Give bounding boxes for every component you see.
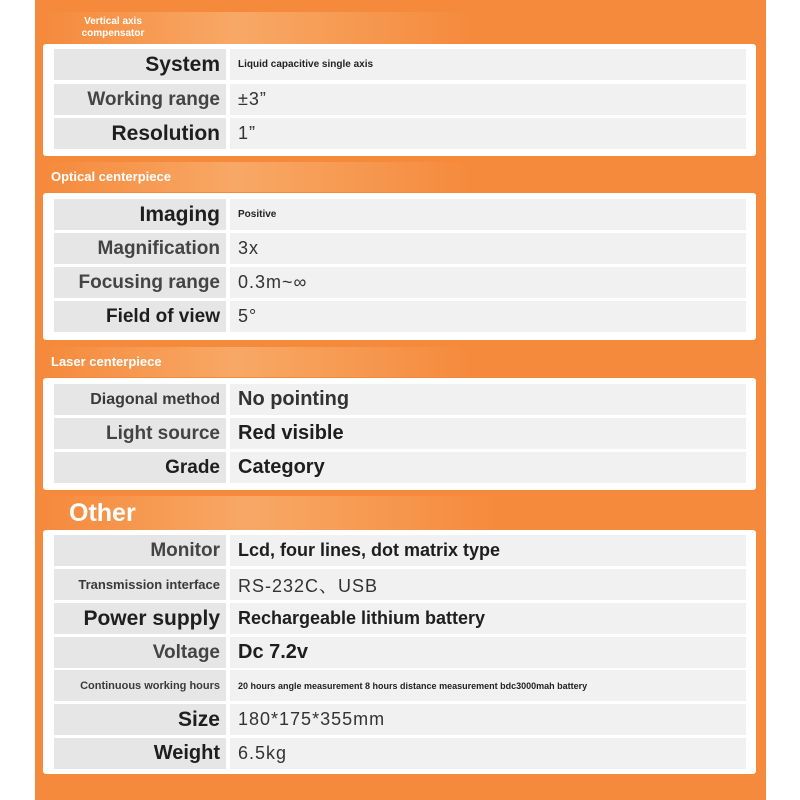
section-header-vertical-axis — [43, 12, 473, 44]
spec-row-focusing-range — [54, 267, 746, 298]
spec-row-system — [54, 49, 746, 80]
spec-row-resolution — [54, 118, 746, 149]
spec-label: Monitor — [54, 535, 226, 566]
spec-row-monitor — [54, 535, 746, 566]
spec-label: Weight — [54, 738, 226, 769]
spec-row-imaging — [54, 199, 746, 230]
spec-label: Light source — [54, 418, 226, 449]
spec-value: Positive — [230, 199, 746, 230]
spec-label: Magnification — [54, 233, 226, 264]
spec-value: Rechargeable lithium battery — [230, 603, 746, 634]
spec-value: 180*175*355mm — [230, 704, 746, 735]
spec-value: Dc 7.2v — [230, 637, 746, 668]
spec-value: Lcd, four lines, dot matrix type — [230, 535, 746, 566]
spec-value: Red visible — [230, 418, 746, 449]
spec-value: RS-232C、USB — [230, 569, 746, 600]
spec-label: Continuous working hours — [54, 670, 226, 701]
spec-row-continuous-working-hours — [54, 670, 746, 701]
spec-value: 0.3m~∞ — [230, 267, 746, 298]
spec-row-diagonal-method — [54, 384, 746, 415]
spec-value: 5° — [230, 301, 746, 332]
section-title-line: compensator — [81, 28, 145, 39]
section-header-other — [43, 496, 499, 530]
spec-row-voltage — [54, 637, 746, 668]
spec-value: 20 hours angle measurement 8 hours distance measurement bdc3000mah battery — [230, 670, 746, 701]
spec-label: Imaging — [54, 199, 226, 230]
spec-label: Working range — [54, 84, 226, 115]
spec-value: 1” — [230, 118, 746, 149]
section-header-optical — [43, 162, 471, 192]
section-title: Laser centerpiece — [51, 354, 162, 369]
spec-row-field-of-view — [54, 301, 746, 332]
spec-label: Focusing range — [54, 267, 226, 298]
section-title-line: Vertical axis — [84, 16, 142, 27]
spec-label: Voltage — [54, 637, 226, 668]
section-title: Optical centerpiece — [51, 169, 171, 184]
spec-label: Grade — [54, 452, 226, 483]
spec-label: Diagonal method — [54, 384, 226, 415]
spec-row-working-range — [54, 84, 746, 115]
spec-row-power-supply — [54, 603, 746, 634]
spec-label: Size — [54, 704, 226, 735]
spec-value: 3x — [230, 233, 746, 264]
spec-value: No pointing — [230, 384, 746, 415]
spec-row-transmission-interface — [54, 569, 746, 600]
section-header-laser — [43, 347, 471, 377]
spec-value: Category — [230, 452, 746, 483]
spec-row-weight — [54, 738, 746, 769]
spec-label: Power supply — [54, 603, 226, 634]
spec-row-size — [54, 704, 746, 735]
spec-value: ±3” — [230, 84, 746, 115]
spec-value: Liquid capacitive single axis — [230, 49, 746, 80]
spec-label: System — [54, 49, 226, 80]
spec-label: Transmission interface — [54, 569, 226, 600]
spec-row-light-source — [54, 418, 746, 449]
spec-row-magnification — [54, 233, 746, 264]
spec-row-grade — [54, 452, 746, 483]
spec-label: Resolution — [54, 118, 226, 149]
section-title: Other — [69, 499, 136, 527]
spec-value: 6.5kg — [230, 738, 746, 769]
spec-label: Field of view — [54, 301, 226, 332]
